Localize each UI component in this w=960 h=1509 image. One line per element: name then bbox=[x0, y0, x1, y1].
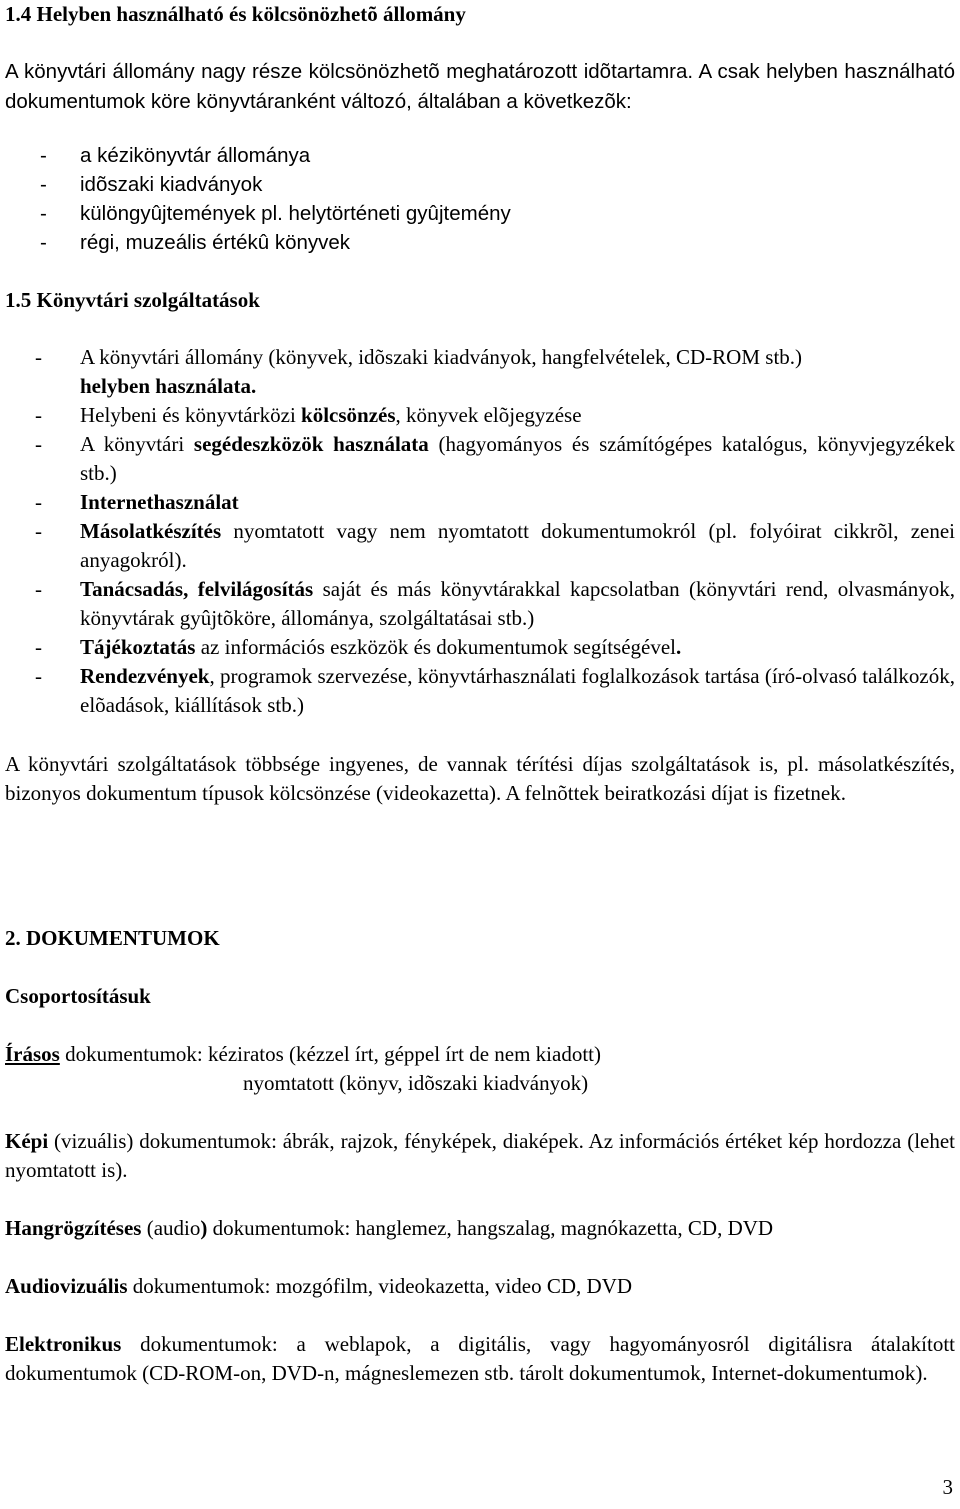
section-1-5-paragraph: A könyvtári szolgáltatások többsége ingyenes, de vannak térítési díjas szolgáltatások is, pl. másolatkészítés, bizonyos dokumentum típusok kölcsönzése (videokazetta). A felnõttek beiratkozási díjat is fizetnek. bbox=[5, 752, 955, 805]
list-item: - Tanácsadás, felvilágosítás saját és más könyvtárakkal kapcsolatban (könyvtári rend, olvasmányok, könyvtárak gyûjtõköre, állománya, szolgáltatásai stb.) bbox=[35, 577, 956, 630]
list-item: - különgyûjtemények pl. helytörténeti gyûjtemény bbox=[40, 202, 511, 225]
list-item: - idõszaki kiadványok bbox=[40, 173, 263, 196]
audiovizualis-paragraph: Audiovizuális dokumentumok: mozgófilm, videokazetta, video CD, DVD bbox=[5, 1274, 633, 1298]
page-number: 3 bbox=[942, 1475, 953, 1499]
irasos-paragraph: Írásos dokumentumok: kéziratos (kézzel írt, géppel írt de nem kiadott) nyomtatott (könyv, idõszaki kiadványok) bbox=[5, 1042, 602, 1095]
section-2-subtitle: Csoportosításuk bbox=[5, 984, 151, 1008]
section-1-5-heading: 1.5 Könyvtári szolgáltatások bbox=[5, 288, 260, 312]
list-item: - A könyvtári segédeszközök használata (hagyományos és számítógépes katalógus, könyvjegyzékek stb.) bbox=[35, 432, 955, 485]
list-item: - régi, muzeális értékû könyvek bbox=[40, 231, 351, 254]
list-item: - Rendezvények, programok szervezése, könyvtárhasználati foglalkozások tartása (író-olvasó találkozók, elõadások, kiállítások stb.) bbox=[35, 664, 955, 717]
elektronikus-paragraph: Elektronikus dokumentumok: a weblapok, a digitális, vagy hagyományosról digitálisra átalakított dokumentumok (CD-ROM-on, DVD-n, mágneslemezen stb. tárolt dokumentumok, Internet-dokumentumok). bbox=[5, 1332, 955, 1385]
section-1-5-list bbox=[5, 343, 955, 720]
list-item: - A könyvtári állomány (könyvek, idõszaki kiadványok, hangfelvételek, CD-ROM stb.) helyben használata. bbox=[35, 345, 803, 398]
section-1-4-paragraph: A könyvtári állomány nagy része kölcsönözhetõ meghatározott idõtartamra. A csak helyben használható dokumentumok köre könyvtáranként változó, általában a következõk: bbox=[5, 60, 955, 113]
hangrogzites-paragraph: Hangrögzítéses (audio) dokumentumok: hanglemez, hangszalag, magnókazetta, CD, DVD bbox=[5, 1216, 774, 1240]
section-2-heading: 2. DOKUMENTUMOK bbox=[5, 926, 220, 950]
list-item: - Másolatkészítés nyomtatott vagy nem nyomtatott dokumentumokról (pl. folyóirat cikkrõl, zenei anyagokról). bbox=[35, 519, 955, 572]
list-item: - Internethasználat bbox=[35, 490, 239, 514]
section-1-4-heading: 1.4 Helyben használható és kölcsönözhetõ állomány bbox=[5, 2, 466, 26]
section-1-4-list bbox=[5, 141, 955, 257]
kepi-paragraph: Képi (vizuális) dokumentumok: ábrák, rajzok, fényképek, diaképek. Az információs értéket kép hordozza (lehet nyomtatott is). bbox=[5, 1129, 955, 1182]
list-item: - Helybeni és könyvtárközi kölcsönzés, könyvek elõjegyzése bbox=[35, 403, 582, 427]
list-item: - Tájékoztatás az információs eszközök és dokumentumok segítségével. bbox=[35, 635, 682, 659]
list-item: - a kézikönyvtár állománya bbox=[40, 144, 311, 167]
